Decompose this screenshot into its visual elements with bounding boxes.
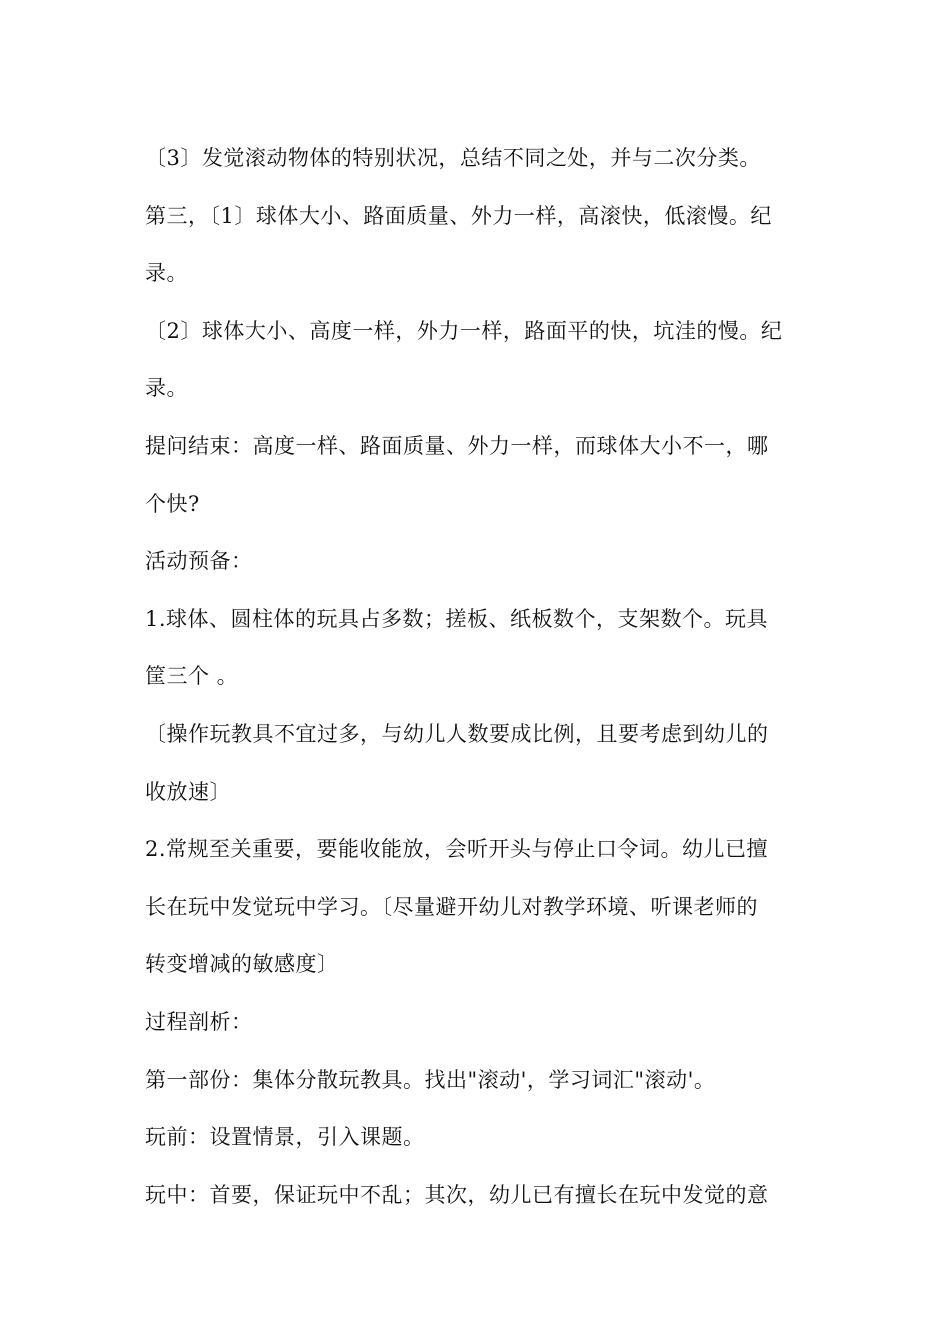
text-line: 收放速〕 [145, 779, 231, 804]
text-line: 玩中：首要，保证玩中不乱；其次，幼儿已有擅长在玩中发觉的意 [145, 1182, 769, 1207]
text-line: 长在玩中发觉玩中学习。〔尽量避开幼儿对教学环境、听课老师的 [145, 894, 758, 919]
text-line: 录。 [145, 261, 188, 286]
text-line: 第三，〔1〕球体大小、路面质量、外力一样，高滚快，低滚慢。纪 [145, 203, 772, 228]
text-line: 〔3〕发觉滚动物体的特别状况，总结不同之处，并与二次分类。 [145, 146, 761, 170]
text-line: 2.常规至关重要，要能收能放，会听开头与停止口令词。幼儿已擅 [145, 837, 769, 862]
document-body [145, 130, 810, 1224]
section-heading: 过程剖析： [145, 1009, 253, 1034]
text-line: 玩前：设置情景，引入课题。 [145, 1125, 425, 1150]
text-line: 筐三个 。 [145, 664, 239, 689]
text-line: 1.球体、圆柱体的玩具占多数；搓板、纸板数个，支架数个。玩具 [145, 606, 769, 631]
text-line: 提问结束：高度一样、路面质量、外力一样，而球体大小不一，哪 [145, 433, 769, 458]
text-line: 〔操作玩教具不宜过多，与幼儿人数要成比例，且要考虑到幼儿的 [145, 721, 769, 746]
text-line: 第一部份：集体分散玩教具。找出"滚动'，学习词汇"滚动'。 [145, 1067, 716, 1092]
text-line: 录。 [145, 376, 188, 401]
section-heading: 活动预备： [145, 549, 253, 574]
text-line: 〔2〕球体大小、高度一样，外力一样，路面平的快，坑洼的慢。纪 [145, 318, 783, 343]
text-line: 转变增减的敏感度〕 [145, 952, 339, 977]
text-line: 个快? [145, 491, 200, 516]
